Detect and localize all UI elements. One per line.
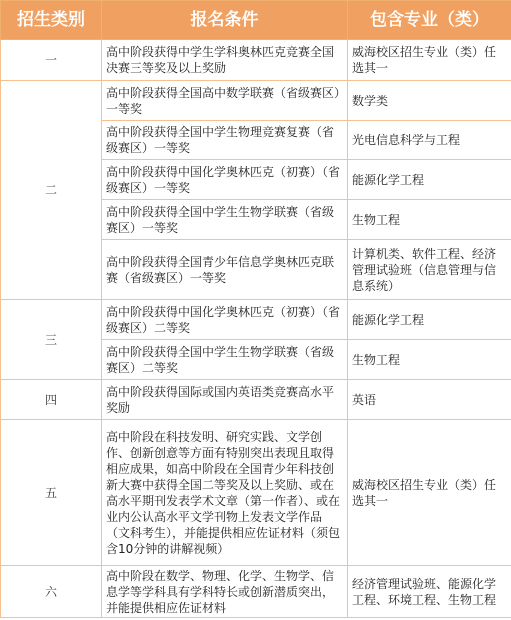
- condition-cell: 高中阶段获得中学生学科奥林匹克竞赛全国决赛三等奖及以上奖励: [102, 40, 348, 81]
- table-row: [1, 566, 511, 618]
- table-row: [1, 81, 511, 121]
- majors-cell: 经济管理试验班、能源化学工程、环境工程、生物工程: [348, 566, 511, 618]
- category-cell: 二: [1, 81, 102, 300]
- table-row: [1, 420, 511, 566]
- condition-cell: 高中阶段获得全国中学生生物学联赛（省级赛区）二等奖: [102, 340, 348, 380]
- table-row: [1, 40, 511, 81]
- majors-cell: 计算机类、软件工程、经济管理试验班（信息管理与信息系统）: [348, 240, 511, 300]
- condition-cell: 高中阶段获得全国中学生物理竞赛复赛（省级赛区）一等奖: [102, 121, 348, 160]
- majors-cell: 光电信息科学与工程: [348, 121, 511, 160]
- majors-cell: 英语: [348, 380, 511, 420]
- category-cell: 六: [1, 566, 102, 618]
- category-cell: 一: [1, 40, 102, 81]
- header-category: 招生类别: [1, 1, 102, 40]
- majors-cell: 数学类: [348, 81, 511, 121]
- majors-cell: 威海校区招生专业（类）任选其一: [348, 420, 511, 566]
- majors-cell: 威海校区招生专业（类）任选其一: [348, 40, 511, 81]
- condition-cell: 高中阶段获得中国化学奥林匹克（初赛）（省级赛区）二等奖: [102, 300, 348, 340]
- header-condition: 报名条件: [102, 1, 348, 40]
- condition-cell: 高中阶段获得国际或国内英语类竞赛高水平奖励: [102, 380, 348, 420]
- condition-cell: 高中阶段获得全国中学生生物学联赛（省级赛区）一等奖: [102, 200, 348, 240]
- table-row: [1, 300, 511, 340]
- category-cell: 三: [1, 300, 102, 380]
- condition-cell: 高中阶段在数学、物理、化学、生物学、信息学等学科具有学科特长或创新潜质突出，并能提供相应佐证材料: [102, 566, 348, 618]
- table-header-row: [1, 1, 511, 40]
- majors-cell: 能源化学工程: [348, 300, 511, 340]
- majors-cell: 能源化学工程: [348, 160, 511, 200]
- condition-cell: 高中阶段获得全国高中数学联赛（省级赛区）一等奖: [102, 81, 348, 121]
- condition-cell: 高中阶段获得中国化学奥林匹克（初赛）（省级赛区）一等奖: [102, 160, 348, 200]
- majors-cell: 生物工程: [348, 340, 511, 380]
- majors-cell: 生物工程: [348, 200, 511, 240]
- table-row: [1, 380, 511, 420]
- category-cell: 五: [1, 420, 102, 566]
- condition-cell: 高中阶段获得全国青少年信息学奥林匹克联赛（省级赛区）一等奖: [102, 240, 348, 300]
- category-cell: 四: [1, 380, 102, 420]
- header-majors: 包含专业（类）: [348, 1, 511, 40]
- condition-cell: 高中阶段在科技发明、研究实践、文学创作、创新创意等方面有特别突出表现且取得相应成果，如高中阶段在全国青少年科技创新大赛中获得全国二等奖及以上奖励、或在高水平期刊发表学术文章（第一作者）、或在业内公认高水平文学刊物上发表文学作品（文科考生），并能提供相应佐证材料（须包含10分钟的讲解视频）: [102, 420, 348, 566]
